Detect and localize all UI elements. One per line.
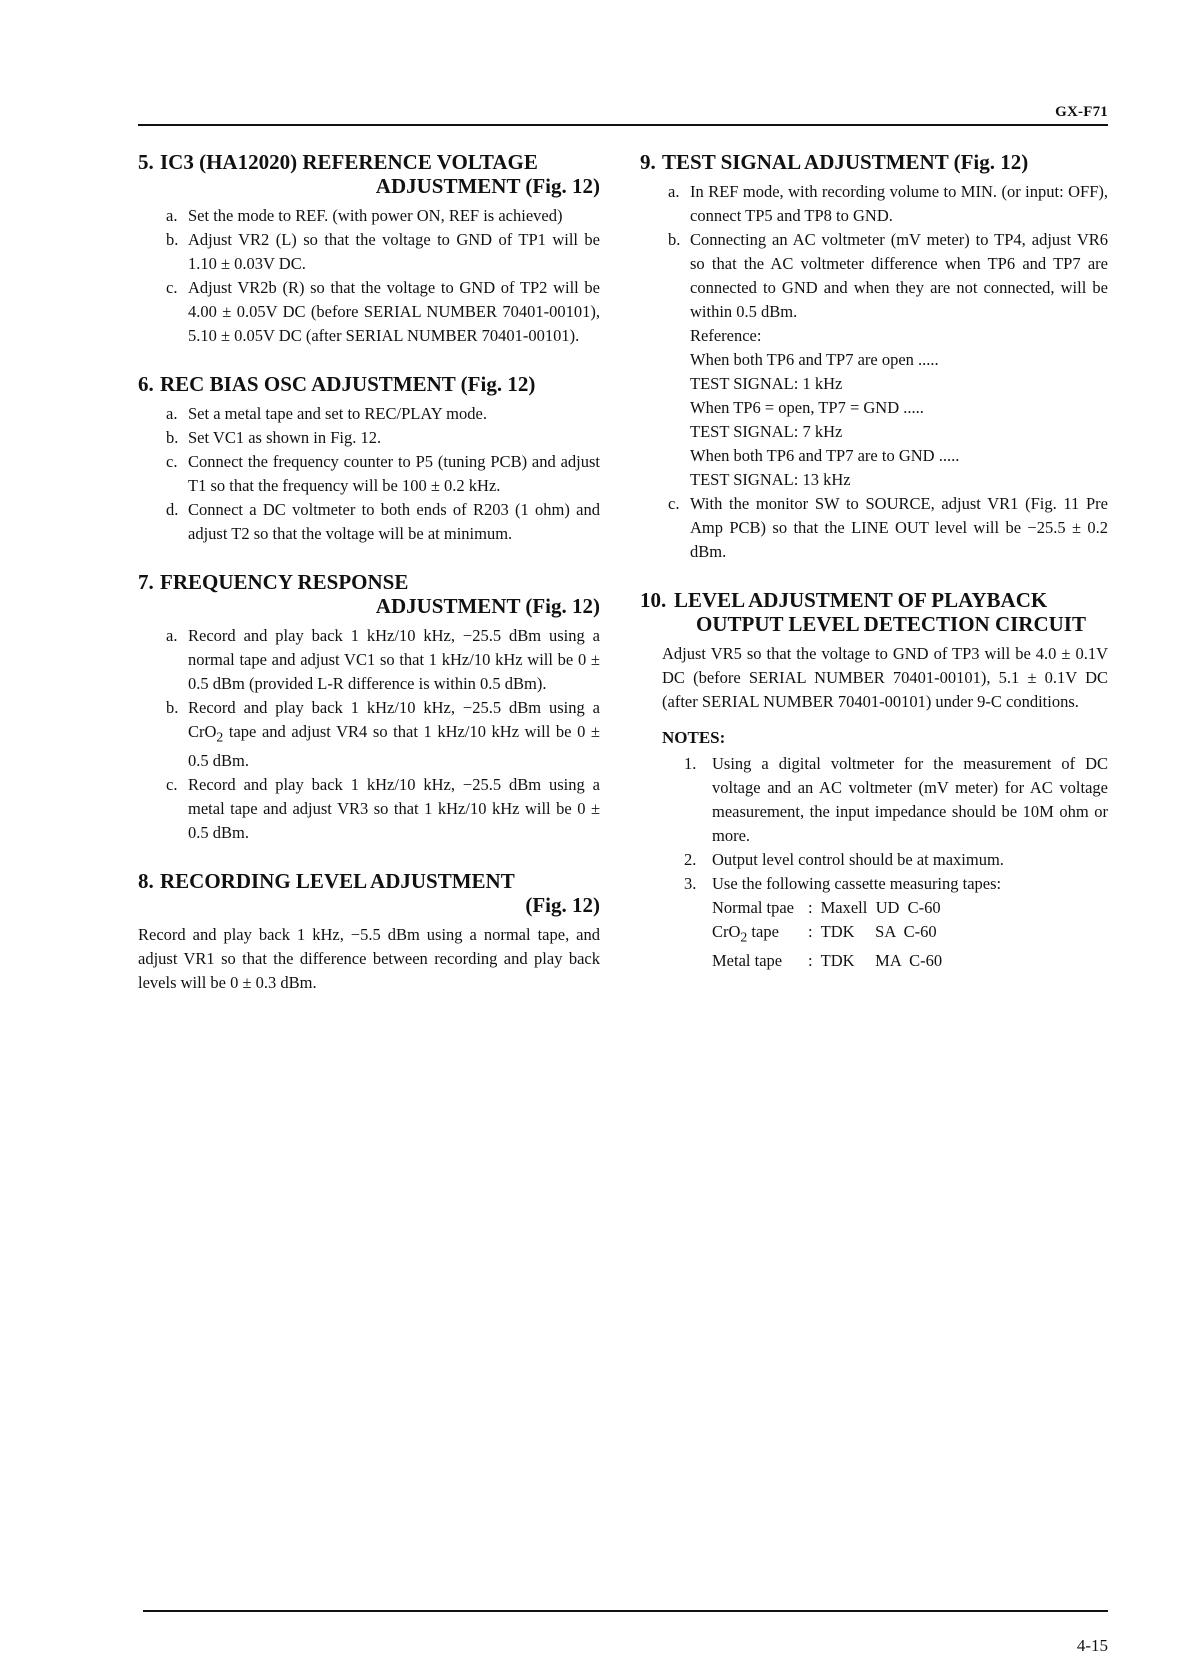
- subscript: 2: [740, 929, 748, 945]
- tape-colon: :: [808, 898, 813, 917]
- section-7-title-line2: ADJUSTMENT (Fig. 12): [375, 594, 600, 618]
- note-item: [662, 872, 1108, 896]
- reference-line: TEST SIGNAL: 1 kHz: [690, 374, 843, 393]
- section-8-number: 8.: [138, 869, 154, 894]
- section-7-list: [138, 624, 600, 845]
- list-item: [138, 402, 600, 426]
- section-9-number: 9.: [640, 150, 656, 174]
- list-item: [138, 498, 600, 546]
- reference-line: TEST SIGNAL: 7 kHz: [690, 422, 843, 441]
- left-column: [138, 150, 600, 1019]
- section-6-number: 6.: [138, 372, 154, 396]
- item-label: a.: [668, 182, 680, 201]
- tape-colon: :: [808, 922, 813, 941]
- reference-line: When both TP6 and TP7 are to GND .....: [690, 446, 960, 465]
- tape-value: TDK MA C-60: [820, 951, 943, 971]
- note-label: 3.: [684, 874, 697, 893]
- reference-line: When both TP6 and TP7 are open .....: [690, 350, 939, 369]
- list-item: [640, 180, 1108, 228]
- item-text: Adjust VR2b (R) so that the voltage to GND of TP2 will be 4.00 ± 0.05V DC (before SERIAL NUMBER 70401-00101), 5.10 ± 0.05V DC (after SERIAL NUMBER 70401-00101).: [188, 278, 600, 345]
- tape-table: [712, 896, 948, 973]
- list-item: [138, 696, 600, 773]
- item-text: Record and play back 1 kHz/10 kHz, −25.5 dBm using a metal tape and adjust VR3 so that 1 kHz/10 kHz will be 0 ± 0.5 dBm.: [188, 775, 600, 843]
- footer-rule: [143, 1610, 1108, 1612]
- section-8-title-line1: RECORDING LEVEL ADJUSTMENT: [160, 869, 515, 894]
- section-10-title-line2: OUTPUT LEVEL DETECTION CIRCUIT: [696, 612, 1086, 636]
- item-text: Record and play back 1 kHz/10 kHz, −25.5 dBm using a normal tape and adjust VC1 so that 1 kHz/10 kHz will be 0 ± 0.5 dBm (provided L-R difference is within 0.5 dBm).: [188, 626, 600, 693]
- section-6-title: [138, 372, 600, 396]
- note-text: Using a digital voltmeter for the measurement of DC voltage and an AC voltmeter (mV meter) for AC voltage measurement, the input impedance should be 10M ohm or more.: [712, 754, 1108, 845]
- item-text: Record and play back 1 kHz/10 kHz, −25.5 dBm using a CrO: [188, 698, 600, 741]
- reference-label: Reference:: [690, 326, 762, 345]
- section-7-title-line1: FREQUENCY RESPONSE: [160, 570, 409, 594]
- list-item: [640, 228, 1108, 492]
- notes-heading: NOTES:: [662, 728, 726, 747]
- section-5-number: 5.: [138, 150, 154, 174]
- section-10-title-line1: LEVEL ADJUSTMENT OF PLAYBACK: [674, 588, 1048, 612]
- item-label: a.: [166, 626, 178, 645]
- note-label: 2.: [684, 850, 697, 869]
- tape-type: Metal tape: [712, 951, 783, 971]
- section-10-title: [640, 588, 1108, 636]
- item-text: Adjust VR2 (L) so that the voltage to GND of TP1 will be 1.10 ± 0.03V DC.: [188, 230, 600, 273]
- list-item: [138, 624, 600, 696]
- item-label: b.: [166, 428, 179, 447]
- page-number: 4-15: [1076, 1636, 1108, 1655]
- section-7-title: [138, 570, 600, 618]
- section-6: [138, 372, 600, 546]
- table-row: [712, 949, 948, 973]
- section-8-title-line2: (Fig. 12): [525, 893, 600, 918]
- tape-colon: :: [808, 951, 813, 971]
- header-rule: [138, 124, 1108, 126]
- tape-type: [712, 920, 800, 949]
- section-10: [640, 588, 1108, 973]
- note-item: [662, 752, 1108, 848]
- item-text: tape and adjust VR4 so that 1 kHz/10 kHz will be 0 ± 0.5 dBm.: [188, 722, 600, 771]
- tape-type-text: tape: [747, 922, 779, 941]
- table-row: [712, 920, 948, 949]
- list-item: [138, 276, 600, 348]
- section-5-title-line2: ADJUSTMENT (Fig. 12): [375, 174, 600, 198]
- section-9-title-line1: TEST SIGNAL ADJUSTMENT (Fig. 12): [662, 150, 1029, 174]
- item-label: c.: [166, 775, 178, 795]
- tape-value: TDK SA C-60: [820, 922, 937, 941]
- note-label: 1.: [684, 754, 697, 773]
- section-8-paragraph: Record and play back 1 kHz, −5.5 dBm using a normal tape, and adjust VR1 so that the difference between recording and play back levels will be 0 ± 0.3 dBm.: [138, 925, 600, 993]
- item-text: Connecting an AC voltmeter (mV meter) to TP4, adjust VR6 so that the AC voltmeter difference when TP6 and TP7 are connected to GND and when they are not connected, will be within 0.5 dBm.: [690, 230, 1108, 321]
- item-label: b.: [166, 230, 179, 249]
- tape-value: Maxell UD C-60: [820, 898, 941, 917]
- item-label: b.: [668, 230, 681, 249]
- item-text: Set a metal tape and set to REC/PLAY mode.: [188, 404, 487, 423]
- section-5-title: [138, 150, 600, 198]
- tape-type-text: CrO: [712, 922, 741, 941]
- section-9: [640, 150, 1108, 564]
- item-label: d.: [166, 500, 179, 519]
- list-item: [138, 773, 600, 845]
- item-label: a.: [166, 404, 178, 423]
- item-label: c.: [668, 494, 680, 513]
- section-9-list: [640, 180, 1108, 564]
- section-8: [138, 869, 600, 995]
- item-label: c.: [166, 278, 178, 297]
- item-label: c.: [166, 452, 178, 471]
- section-10-number: 10.: [640, 588, 667, 612]
- section-5: [138, 150, 600, 348]
- list-item: [138, 426, 600, 450]
- table-row: [712, 896, 948, 920]
- note-item: [662, 848, 1108, 872]
- section-8-title: [138, 869, 600, 917]
- reference-line: When TP6 = open, TP7 = GND .....: [690, 398, 924, 417]
- reference-line: TEST SIGNAL: 13 kHz: [690, 470, 851, 489]
- list-item: [138, 450, 600, 498]
- model-code: GX-F71: [1055, 104, 1108, 120]
- item-text: In REF mode, with recording volume to MIN. (or input: OFF), connect TP5 and TP8 to GND.: [690, 182, 1108, 225]
- section-5-list: [138, 204, 600, 348]
- section-7-number: 7.: [138, 570, 154, 594]
- section-6-title-line1: REC BIAS OSC ADJUSTMENT (Fig. 12): [160, 372, 536, 396]
- list-item: [138, 204, 600, 228]
- section-10-paragraph: Adjust VR5 so that the voltage to GND of TP3 will be 4.0 ± 0.1V DC (before SERIAL NUMBER 70401-00101), 5.1 ± 0.1V DC (after SERIAL NUMBER 70401-00101) under 9-C conditions.: [662, 644, 1108, 711]
- item-label: a.: [166, 206, 178, 225]
- section-7: [138, 570, 600, 845]
- subscript: 2: [216, 729, 224, 745]
- item-label: b.: [166, 698, 179, 717]
- section-5-title-line1: IC3 (HA12020) REFERENCE VOLTAGE: [160, 150, 538, 174]
- section-9-title: [640, 150, 1108, 174]
- item-text: Set the mode to REF. (with power ON, REF is achieved): [188, 206, 563, 225]
- section-6-list: [138, 402, 600, 546]
- item-text: Connect a DC voltmeter to both ends of R203 (1 ohm) and adjust T2 so that the voltage will be at minimum.: [188, 500, 600, 543]
- item-text: Connect the frequency counter to P5 (tuning PCB) and adjust T1 so that the frequency will be 100 ± 0.2 kHz.: [188, 452, 600, 495]
- note-text: Use the following cassette measuring tapes:: [712, 874, 1002, 893]
- item-text: With the monitor SW to SOURCE, adjust VR1 (Fig. 11 Pre Amp PCB) so that the LINE OUT level will be −25.5 ± 0.2 dBm.: [690, 494, 1108, 561]
- tape-type: Normal tpae: [712, 898, 795, 917]
- item-text: Set VC1 as shown in Fig. 12.: [188, 428, 382, 447]
- right-column: [640, 150, 1108, 997]
- list-item: [138, 228, 600, 276]
- list-item: [640, 492, 1108, 564]
- note-text: Output level control should be at maximum.: [712, 850, 1004, 869]
